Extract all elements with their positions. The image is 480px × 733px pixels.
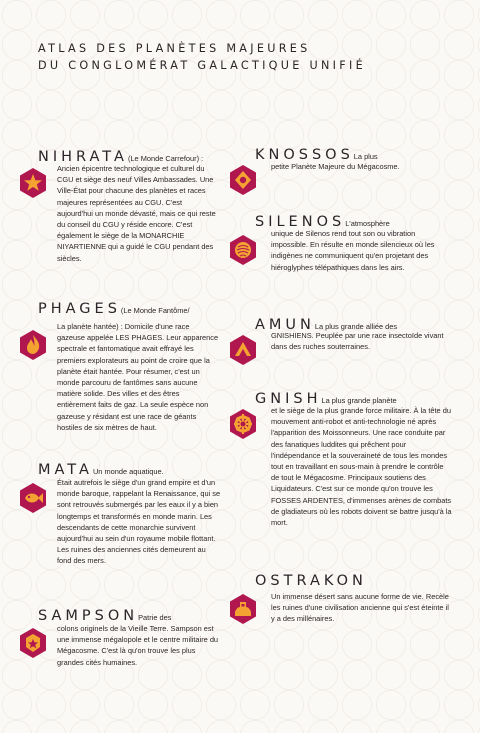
- planet-name: MATA: [38, 462, 93, 478]
- star-icon: [19, 168, 47, 198]
- planet-description: Un immense désert sans aucune forme de vie. Recèle les ruines d'une civilisation ancienne qui s'est éteinte il y a des millénaires.: [271, 592, 449, 624]
- planet-entry-ostrakon: [255, 573, 367, 589]
- planet-subtitle: Un monde aquatique.: [92, 467, 164, 476]
- planet-name: AMUN: [255, 317, 315, 333]
- planet-description: GNISHIENS. Peuplée par une race insectoïde vivant dans des ruches souterraines.: [271, 331, 444, 352]
- sphinx-icon: [229, 594, 257, 624]
- title-line-1: ATLAS DES PLANÈTES MAJEURES: [38, 42, 311, 55]
- planet-subtitle: (Le Monde Carrefour) :: [127, 154, 204, 163]
- planet-subtitle: La plus: [353, 152, 378, 161]
- badge-icon: [19, 628, 47, 658]
- planet-name: SILENOS: [255, 214, 346, 230]
- planet-description: petite Planète Majeure du Mégacosme.: [271, 162, 400, 171]
- atlas-title: [38, 40, 458, 74]
- planet-name: NIHRATA: [38, 149, 128, 165]
- planet-name: PHAGES: [38, 301, 121, 317]
- diamond-sun-icon: [229, 165, 257, 195]
- planet-name: KNOSSOS: [255, 147, 354, 163]
- planet-description: unique de Silenos rend tout son ou vibration impossible. En résulte en monde silencieux où les indigènes ne communiquent qu'en projetant des hiéroglyphes télépathiques dans les airs.: [271, 229, 435, 272]
- cog-wheel-icon: [229, 409, 257, 439]
- planet-name: OSTRAKON: [255, 573, 367, 589]
- planet-name: GNISH: [255, 391, 322, 407]
- planet-description: Ancien épicentre technologique et culturel du CGU et siège des neuf Villes Ambassades. Une Ville-État pour chacune des planètes et races majeures représentées au CGU. C'est aujourd'hui un monde dévasté, mais ce qui reste du conseil du CGU y réside encore. C'est également le siège de la MONARCHIE NIYARTIENNE qui a guidé le CGU pendant des siècles.: [57, 164, 216, 263]
- planet-description: colons originels de la Vieille Terre. Sampson est une immense mégalopole et le centre militaire du Mégacosme. C'est là qu'on trouve les plus grandes cités humaines.: [57, 624, 219, 667]
- flame-icon: [19, 330, 47, 360]
- spiral-disc-icon: [229, 235, 257, 265]
- planet-description: Était autrefois le siège d'un grand empire et d'un monde baroque, rappelant la Renaissance, qui se sont retrouvés submergés par les eaux il y a bien longtemps et transformés en monde marin. Les descendants de cette monarchie survivent aujourd'hui au sein d'un royaume mobile flottant. Les ruines des anciennes cités demeurent au fond des mers.: [57, 478, 221, 566]
- planet-name: SAMPSON: [38, 608, 139, 624]
- planet-subtitle: L'atmosphère: [345, 219, 390, 228]
- planet-entry-sampson: [38, 608, 171, 624]
- planet-entry-mata: [38, 462, 164, 478]
- planet-subtitle: La plus grande planète: [321, 396, 397, 405]
- fish-icon: [19, 483, 47, 513]
- planet-subtitle: La plus grande alliée des: [314, 322, 398, 331]
- planet-description: La planète hantée) : Domicile d'une race gazeuse appelée LES PHAGES. Leur apparence spectrale et fantomatique avait effrayé les premiers explorateurs au point de croire que la planète était hantée. Pour résumer, c'est un monde parcouru de fantômes sans aucune matière solide. Des villes et des êtres entièrement faits de gaz. La seule espèce non gazeuse y résidant est une race de géants hostiles de six mètres de haut.: [57, 322, 219, 432]
- planet-description: et le siège de la plus grande force militaire. À la tête du mouvement anti-robot et anti-technologie né après l'apparition des Moissonneurs. Une race conduite par des fanatiques luddites qui prêchent pour l'indépendance et la souveraineté de tous les mondes tout en travaillant en sous-main à prendre le contrôle de tout le Mégacosme. Principaux soutiens des Liquidateurs. C'est sur ce monde qu'on trouve les FOSSES ARDENTES, d'immenses arènes de combats de gladiateurs où les robots doivent se battre jusqu'à la mort.: [271, 406, 452, 528]
- planet-subtitle: Patrie des: [138, 613, 172, 622]
- planet-entry-phages: [38, 301, 190, 317]
- title-line-2: DU CONGLOMÉRAT GALACTIQUE UNIFIÉ: [38, 59, 366, 72]
- pyramid-icon: [229, 335, 257, 365]
- planet-subtitle: (Le Monde Fantôme/: [120, 306, 190, 315]
